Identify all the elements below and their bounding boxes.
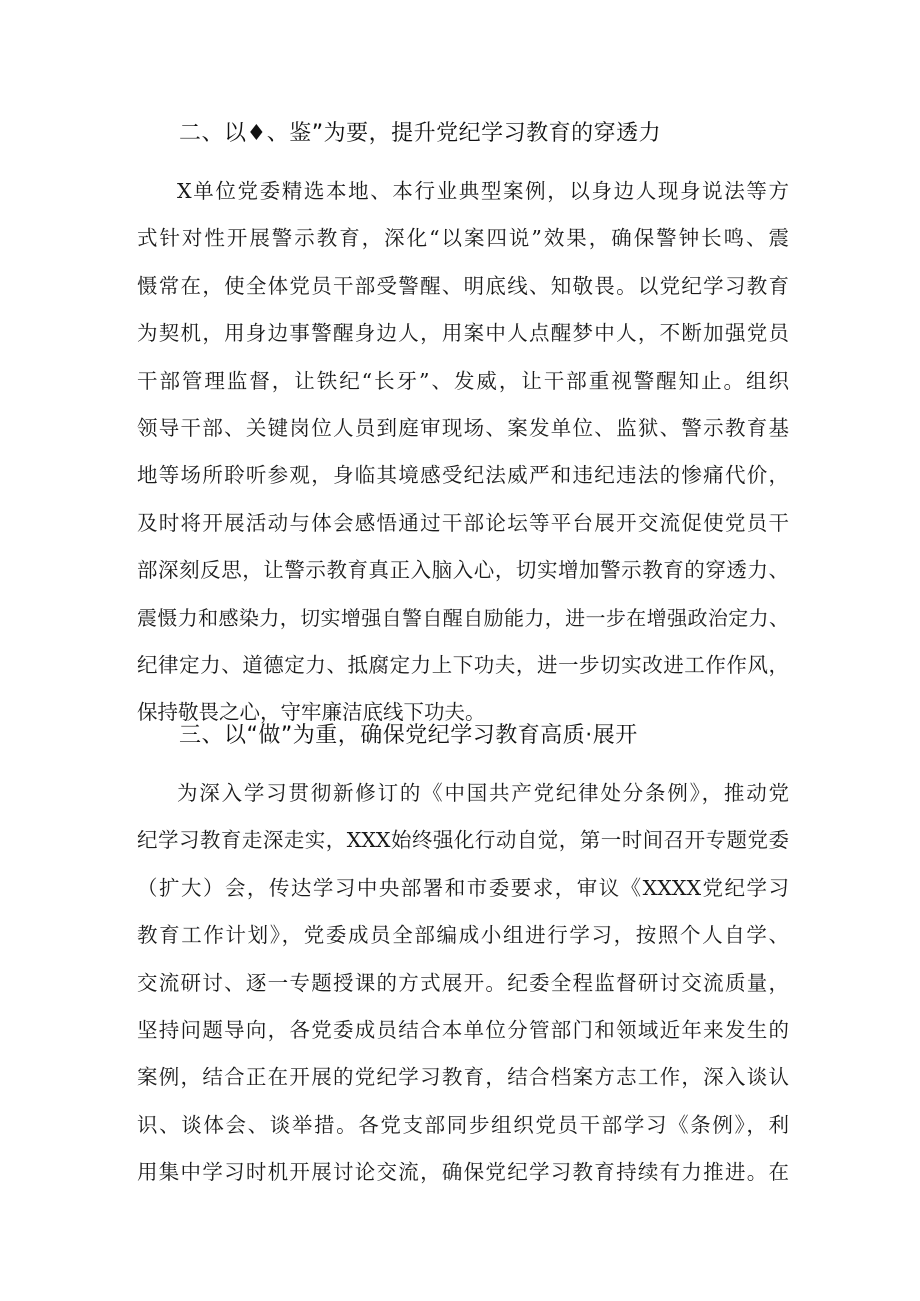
section-2-heading: 二、以♦、鉴”为要，提升党纪学习教育的穿透力	[179, 121, 662, 146]
paragraph-line: 及时将开展活动与体会感悟通过干部论坛等平台展开交流促使党员干	[137, 510, 789, 535]
paragraph-line: 地等场所聆听参观，身临其境感受纪法威严和违纪违法的惨痛代价，	[137, 463, 789, 488]
section-2-paragraph	[137, 168, 789, 737]
paragraph-line: （扩大）会，传达学习中央部署和市委要求，审议《XXXX党纪学习	[137, 875, 789, 900]
paragraph-line: 用集中学习时机开展讨论交流，确保党纪学习教育持续有力推进。在	[137, 1160, 789, 1185]
paragraph-line: 教育工作计划》，党委成员全部编成小组进行学习，按照个人自学、	[137, 923, 789, 948]
section-3-heading: 三、以“做”为重，确保党纪学习教育高质·展开	[179, 723, 638, 748]
paragraph-line: 干部管理监督，让铁纪“长牙”、发威，让干部重视警醒知止。组织	[137, 368, 789, 393]
paragraph-line: 为深入学习贯彻新修订的《中国共产党纪律处分条例》，推动党	[177, 781, 789, 805]
paragraph-line: 交流研讨、逐一专题授课的方式展开。纪委全程监督研讨交流质量，	[137, 970, 789, 995]
paragraph-line: 保持敬畏之心，守牢廉洁底线下功夫。	[137, 700, 486, 725]
paragraph-line: 慑常在，使全体党员干部受警醒、明底线、知敬畏。以党纪学习教育	[137, 273, 789, 298]
paragraph-line: 纪律定力、道德定力、抵腐定力上下功夫，进一步切实改进工作作风，	[137, 652, 789, 677]
paragraph-line: 为契机，用身边事警醒身边人，用案中人点醒梦中人，不断加强党员	[137, 321, 789, 346]
section-3-paragraph	[137, 770, 789, 1197]
paragraph-line: X单位党委精选本地、本行业典型案例，以身边人现身说法等方	[177, 179, 789, 203]
paragraph-line: 案例，结合正在开展的党纪学习教育，结合档案方志工作，深入谈认	[137, 1065, 789, 1090]
paragraph-line: 领导干部、关键岗位人员到庭审现场、案发单位、监狱、警示教育基	[137, 415, 789, 440]
paragraph-line: 式针对性开展警示教育，深化“以案四说”效果，确保警钟长鸣、震	[137, 226, 789, 251]
paragraph-line: 纪学习教育走深走实，XXX始终强化行动自觉，第一时间召开专题党委	[137, 828, 789, 853]
paragraph-line: 部深刻反思，让警示教育真正入脑入心，切实增加警示教育的穿透力、	[137, 558, 789, 583]
paragraph-line: 识、谈体会、谈举措。各党支部同步组织党员干部学习《条例》，利	[137, 1112, 789, 1137]
paragraph-line: 坚持问题导向，各党委成员结合本单位分管部门和领域近年来发生的	[137, 1017, 789, 1042]
paragraph-line: 震慑力和感染力，切实增强自警自醒自励能力，进一步在增强政治定力、	[137, 605, 789, 630]
